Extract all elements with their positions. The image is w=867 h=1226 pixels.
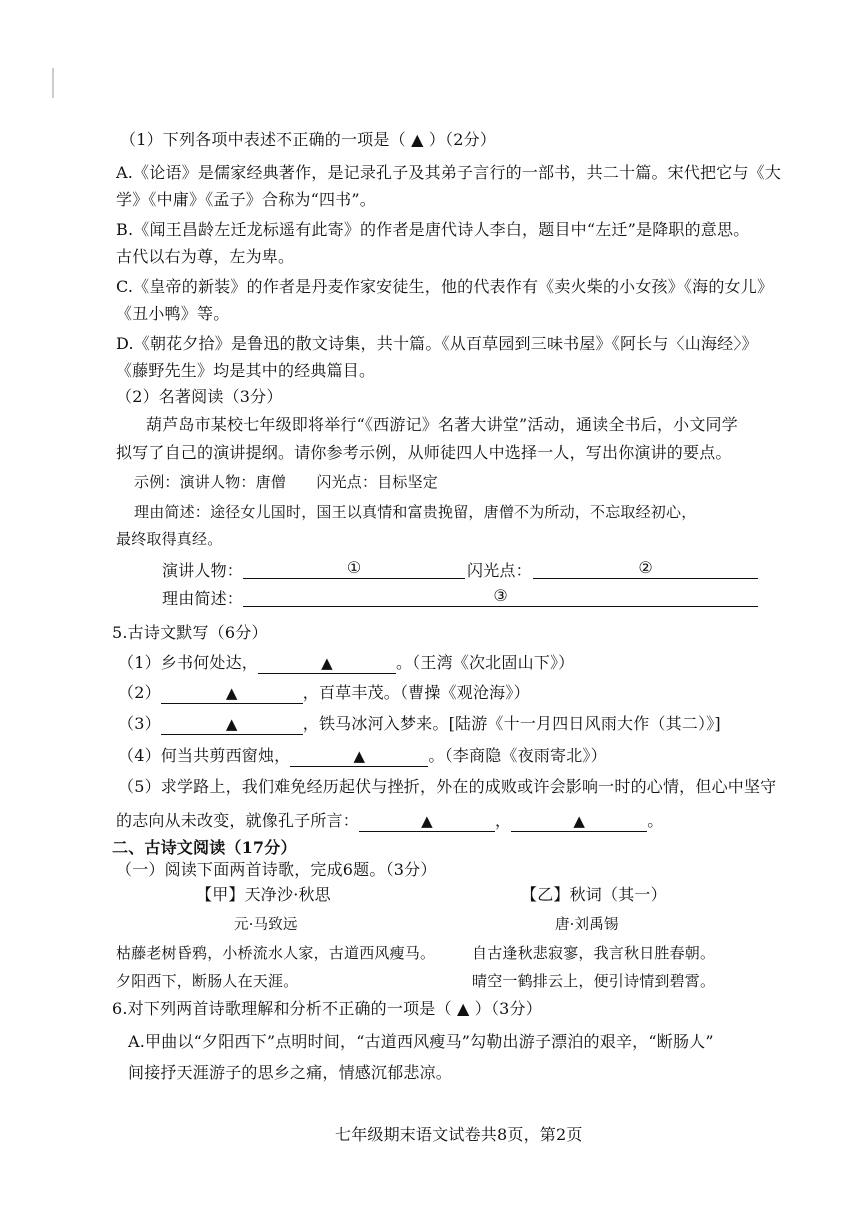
poem-yi-title: 【乙】秋词（其一） bbox=[521, 885, 667, 904]
poem-jia-title: 【甲】天净沙·秋思 bbox=[196, 885, 331, 904]
q2-example-line3: 最终取得真经。 bbox=[116, 530, 223, 548]
q2-example-line2: 理由简述：途径女儿国时，国王以真情和富贵挽留，唐僧不为所动，不忘取经初心， bbox=[134, 503, 697, 521]
q2-field-reason-label: 理由简述： bbox=[162, 589, 244, 608]
q2-field-highlight-blank[interactable] bbox=[533, 558, 758, 579]
q2-field-highlight-mark: ② bbox=[638, 558, 653, 577]
q5-item5-line1: （5）求学路上，我们难免经历起伏与挫折，外在的成败或许会影响一时的心情，但心中坚守 bbox=[118, 777, 777, 796]
q5-item5-mark2: ▲ bbox=[573, 812, 586, 830]
poem-yi-line2: 晴空一鹤排云上，便引诗情到碧霄。 bbox=[472, 972, 716, 990]
q6-stem: 6.对下列两首诗歌理解和分析不正确的一项是（ ▲ ）（3分） bbox=[112, 999, 542, 1018]
q5-item3 bbox=[118, 713, 721, 735]
q2-field-person-blank[interactable] bbox=[243, 558, 465, 579]
q5-item4-blank[interactable] bbox=[290, 746, 428, 767]
q5-item1-blank[interactable] bbox=[258, 653, 396, 674]
q2-field-person-label: 演讲人物： bbox=[162, 561, 244, 580]
q2-example-line1: 示例：演讲人物：唐僧 闪光点：目标坚定 bbox=[134, 473, 439, 491]
page-footer: 七年级期末语文试卷共8页，第2页 bbox=[335, 1125, 583, 1144]
q5-item5-blank1[interactable] bbox=[359, 811, 495, 832]
q2-field-person-mark: ① bbox=[346, 558, 362, 577]
poem-yi-line1: 自古逢秋悲寂寥，我言秋日胜春朝。 bbox=[472, 944, 716, 962]
q5-item5-blank2[interactable] bbox=[511, 811, 647, 832]
q5-item3-mark: ▲ bbox=[225, 715, 238, 733]
q1-option-b-line2: 古代以右为尊，左为卑。 bbox=[116, 247, 295, 266]
q5-stem: 5.古诗文默写（6分） bbox=[112, 623, 268, 642]
q5-item5-pre: 的志向从未改变，就像孔子所言： bbox=[116, 811, 360, 830]
q5-item5-line2 bbox=[116, 810, 663, 832]
section2-subtitle: （一）阅读下面两首诗歌，完成6题。（3分） bbox=[116, 860, 437, 879]
q5-item2-pre: （2） bbox=[118, 683, 161, 702]
q2-stem: （2）名著阅读（3分） bbox=[116, 387, 283, 406]
q2-field-reason-blank[interactable] bbox=[243, 586, 758, 607]
q5-item5-mark1: ▲ bbox=[421, 812, 433, 830]
q1-option-d-line2: 《藤野先生》均是其中的经典篇目。 bbox=[116, 361, 376, 380]
scan-artifact bbox=[52, 68, 54, 98]
q1-option-b-line1: B.《闻王昌龄左迁龙标遥有此寄》的作者是唐代诗人李白，题目中“左迁”是降职的意思。 bbox=[116, 220, 750, 239]
q5-item2-post: ，百草丰茂。（曹操《观沧海》） bbox=[302, 683, 530, 702]
q2-paragraph-line1: 葫芦岛市某校七年级即将举行“《西游记》名著大讲堂”活动，通读全书后，小文同学 bbox=[146, 415, 738, 434]
q5-item2 bbox=[118, 682, 530, 704]
q5-item1-pre: （1）乡书何处达， bbox=[118, 653, 258, 672]
q5-item1-mark: ▲ bbox=[321, 654, 333, 672]
q1-option-c-line2: 《丑小鸭》等。 bbox=[116, 304, 230, 323]
q6-option-a-line1: A.甲曲以“夕阳西下”点明时间，“古道西风瘦马”勾勒出游子漂泊的艰辛，“断肠人” bbox=[128, 1032, 714, 1051]
q5-item3-post: ，铁马冰河入梦来。[陆游《十一月四日风雨大作（其二）》] bbox=[302, 714, 721, 733]
q2-field-highlight-label: 闪光点： bbox=[467, 561, 532, 580]
q5-item1 bbox=[118, 652, 574, 674]
q5-item1-post: 。（王湾《次北固山下》） bbox=[395, 653, 575, 672]
q1-stem: （1）下列各项中表述不正确的一项是（ ▲ ）（2分） bbox=[120, 130, 497, 149]
poem-jia-author: 元·马致远 bbox=[234, 917, 298, 933]
q5-item5-sep: ， bbox=[495, 811, 512, 830]
section2-title: 二、古诗文阅读（17分） bbox=[112, 838, 297, 857]
poem-jia-line2: 夕阳西下，断肠人在天涯。 bbox=[116, 972, 299, 990]
q1-option-a-line1: A.《论语》是儒家经典著作，是记录孔子及其弟子言行的一部书，共二十篇。宋代把它与《大 bbox=[116, 163, 782, 182]
q1-option-a-line2: 学》《中庸》《孟子》合称为“四书”。 bbox=[116, 190, 376, 209]
q2-field-reason-mark: ③ bbox=[493, 586, 508, 605]
q5-item2-blank[interactable] bbox=[161, 683, 303, 704]
q5-item5-end: 。 bbox=[647, 811, 664, 830]
poem-yi-author: 唐·刘禹锡 bbox=[555, 917, 619, 933]
q5-item3-blank[interactable] bbox=[161, 714, 303, 735]
q6-option-a-line2: 间接抒天涯游子的思乡之痛，情感沉郁悲凉。 bbox=[128, 1063, 453, 1082]
q5-item4-pre: （4）何当共剪西窗烛， bbox=[118, 746, 291, 765]
poem-jia-line1: 枯藤老树昏鸦，小桥流水人家，古道西风瘦马。 bbox=[116, 944, 436, 962]
q5-item4-mark: ▲ bbox=[353, 747, 366, 765]
q5-item4 bbox=[118, 745, 607, 767]
q1-option-c-line1: C.《皇帝的新装》的作者是丹麦作家安徒生，他的代表作有《卖火柴的小女孩》《海的女儿》 bbox=[116, 277, 774, 296]
q2-paragraph-line2: 拟写了自己的演讲提纲。请你参考示例，从师徒四人中选择一人，写出你演讲的要点。 bbox=[116, 443, 732, 462]
q5-item3-pre: （3） bbox=[118, 714, 161, 733]
q5-item2-mark: ▲ bbox=[225, 684, 238, 702]
q1-option-d-line1: D.《朝花夕拾》是鲁迅的散文诗集，共十篇。《从百草园到三味书屋》《阿长与〈山海经〉》 bbox=[116, 334, 758, 353]
q5-item4-post: 。（李商隐《夜雨寄北》） bbox=[428, 746, 607, 765]
